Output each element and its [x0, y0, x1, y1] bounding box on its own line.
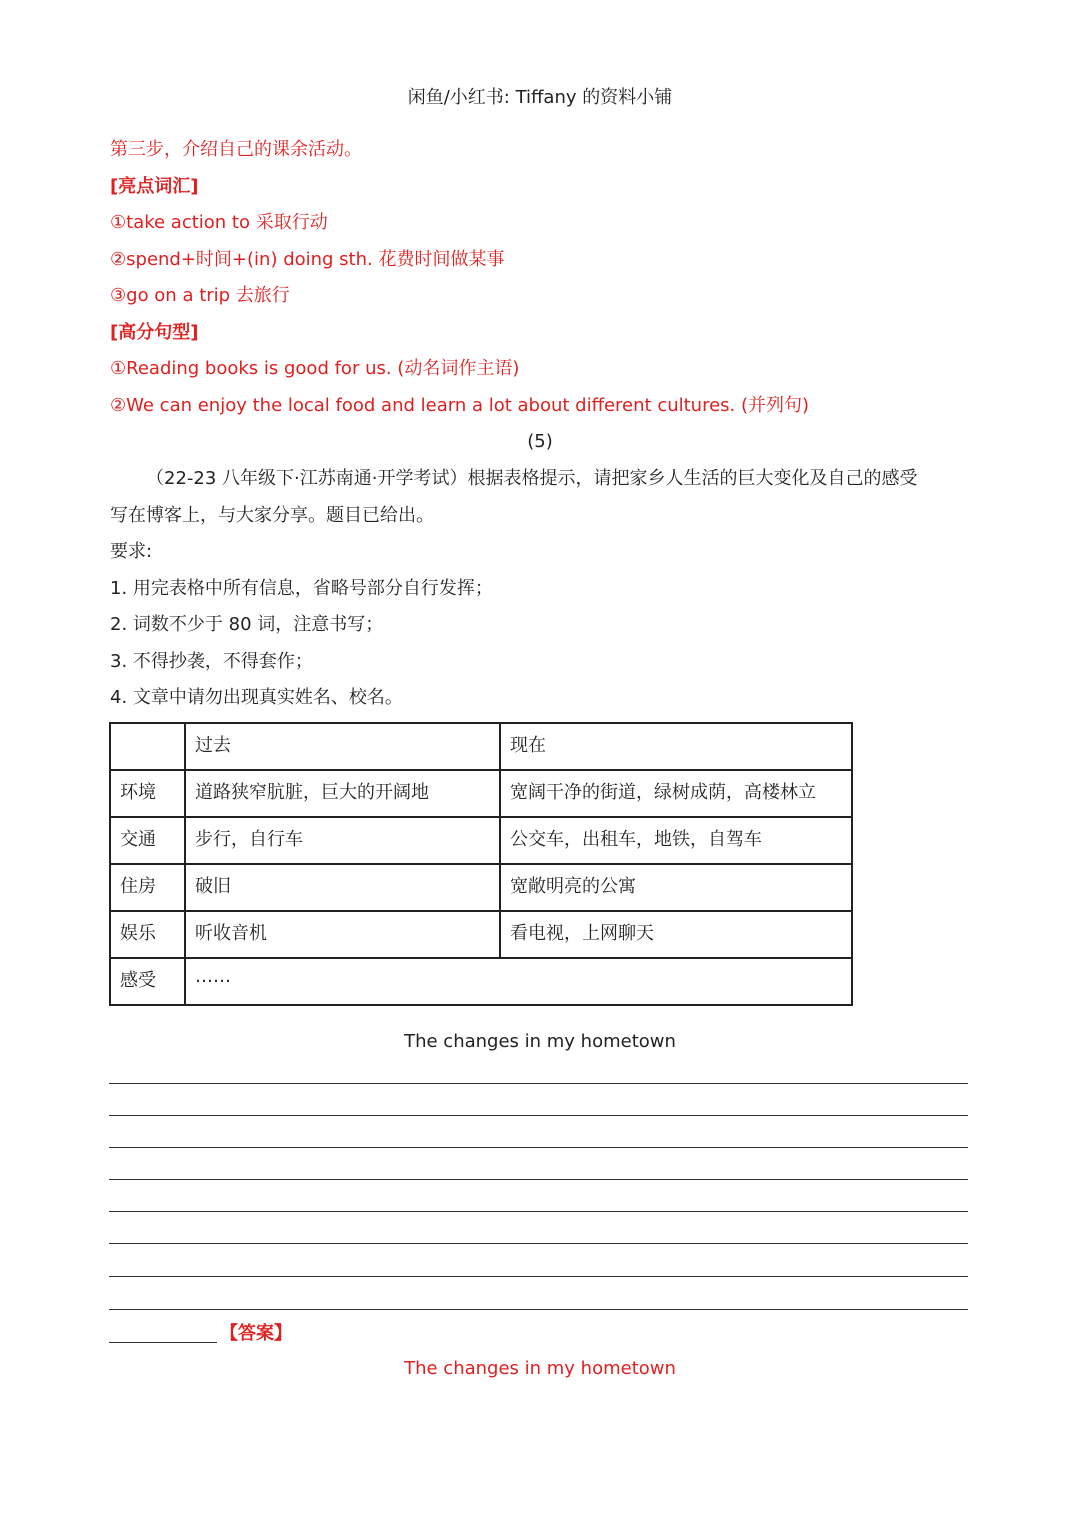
- writing-line[interactable]: [109, 1147, 968, 1148]
- question-number: (5): [527, 431, 553, 452]
- vocab-item: ③go on a trip 去旅行: [110, 285, 290, 306]
- table-cell: 破旧: [185, 864, 500, 911]
- answer-title: The changes in my hometown: [404, 1358, 676, 1379]
- writing-line[interactable]: [109, 1276, 968, 1277]
- table-row: [110, 817, 852, 864]
- vocab-item: ①take action to 采取行动: [110, 212, 328, 233]
- table-header-cell: [110, 723, 185, 770]
- table-cell: 环境: [110, 770, 185, 817]
- high-score-sentences-title: [高分句型]: [110, 322, 199, 343]
- table-header-row: [110, 723, 852, 770]
- table-cell: 住房: [110, 864, 185, 911]
- table-row: [110, 770, 852, 817]
- requirements-label: 要求:: [110, 541, 153, 562]
- requirement-item: 1. 用完表格中所有信息，省略号部分自行发挥；: [110, 578, 493, 599]
- table-row: [110, 958, 852, 1005]
- highlight-vocab-title: [亮点词汇]: [110, 176, 199, 197]
- table-header-cell: 现在: [500, 723, 852, 770]
- info-table: [109, 722, 853, 1006]
- table-cell: 宽阔干净的街道，绿树成荫，高楼林立: [500, 770, 852, 817]
- table-cell: 公交车，出租车，地铁，自驾车: [500, 817, 852, 864]
- table-cell: 道路狭窄肮脏，巨大的开阔地: [185, 770, 500, 817]
- question-prompt-line2: 写在博客上，与大家分享。题目已给出。: [110, 505, 434, 526]
- writing-line[interactable]: [109, 1211, 968, 1212]
- table-cell: 娱乐: [110, 911, 185, 958]
- table-cell: 步行，自行车: [185, 817, 500, 864]
- writing-line[interactable]: [109, 1115, 968, 1116]
- essay-title: The changes in my hometown: [404, 1031, 676, 1052]
- table-header-cell: 过去: [185, 723, 500, 770]
- table-cell: 看电视，上网聊天: [500, 911, 852, 958]
- requirement-item: 2. 词数不少于 80 词，注意书写；: [110, 614, 384, 635]
- question-prompt-line1: （22-23 八年级下·江苏南通·开学考试）根据表格提示，请把家乡人生活的巨大变化及自己的感受: [146, 468, 918, 489]
- table-row: [110, 864, 852, 911]
- vocab-item: ②spend+时间+(in) doing sth. 花费时间做某事: [110, 249, 505, 270]
- writing-line[interactable]: [109, 1243, 968, 1244]
- page-header: 闲鱼/小红书: Tiffany 的资料小铺: [407, 87, 673, 108]
- table-cell: 宽敞明亮的公寓: [500, 864, 852, 911]
- step-instruction: 第三步，介绍自己的课余活动。: [110, 139, 362, 160]
- table-cell: 感受: [110, 958, 185, 1005]
- requirement-item: 3. 不得抄袭，不得套作；: [110, 651, 313, 672]
- table-row: [110, 911, 852, 958]
- table-cell: ……: [185, 958, 852, 1005]
- writing-line[interactable]: [109, 1309, 968, 1310]
- sentence-item: ②We can enjoy the local food and learn a lot about different cultures. (并列句): [110, 395, 810, 416]
- writing-line[interactable]: [109, 1179, 968, 1180]
- answer-label: 【答案】: [220, 1323, 292, 1344]
- table-cell: 交通: [110, 817, 185, 864]
- writing-line[interactable]: [109, 1083, 968, 1084]
- requirement-item: 4. 文章中请勿出现真实姓名、校名。: [110, 687, 403, 708]
- table-cell: 听收音机: [185, 911, 500, 958]
- answer-blank-line: [109, 1342, 217, 1343]
- sentence-item: ①Reading books is good for us. (动名词作主语): [110, 358, 520, 379]
